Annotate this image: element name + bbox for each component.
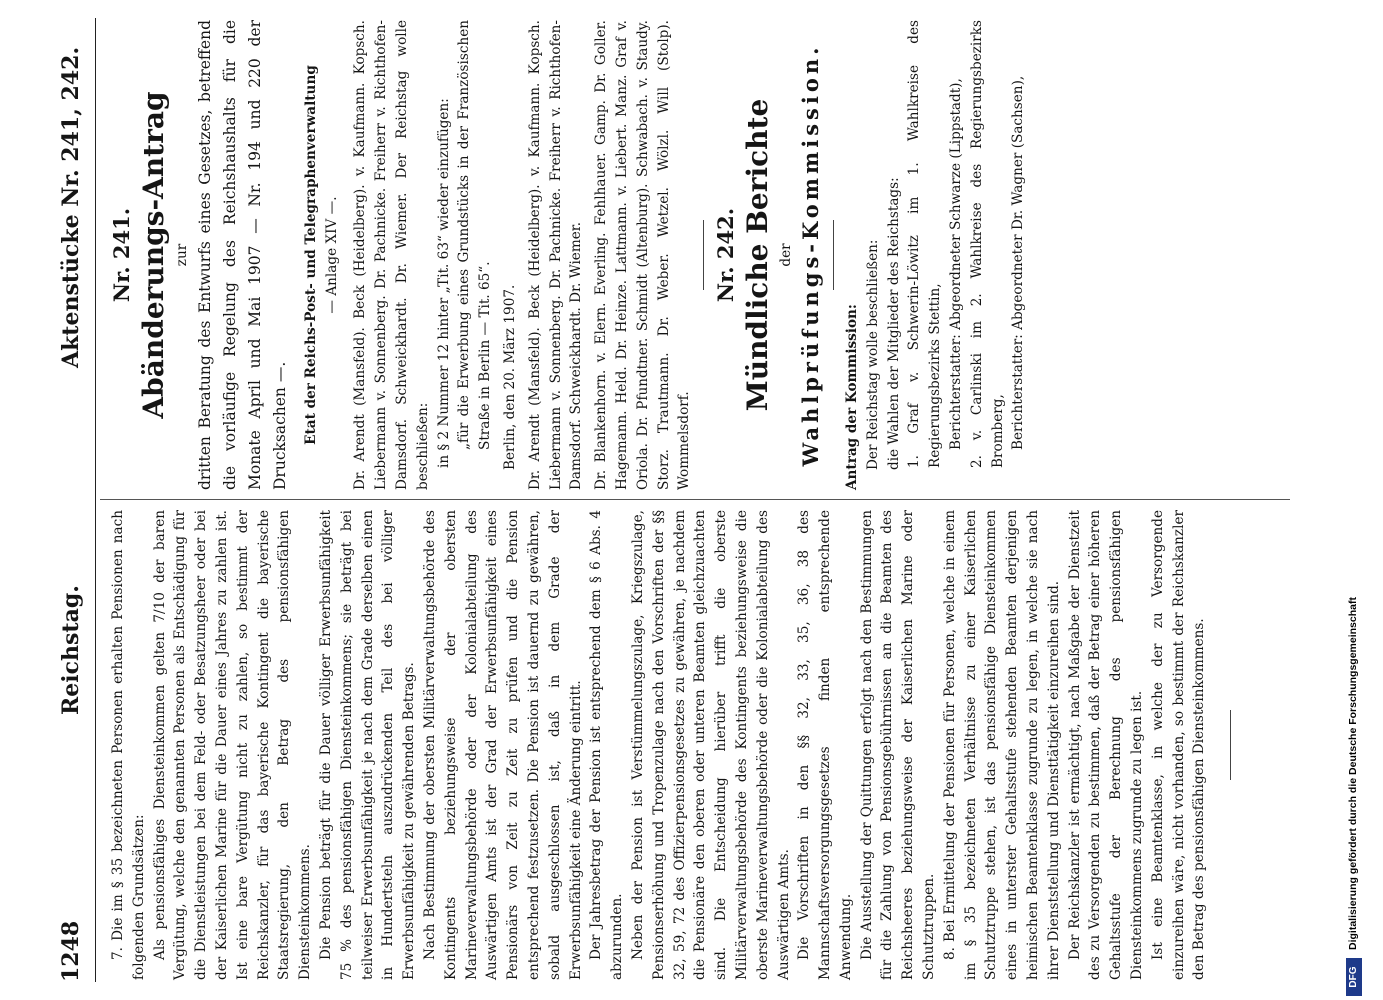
list-item: 1. Graf v. Schwerin-Löwitz im 1. Wahlkreise des Regierungsbezirks Stettin, xyxy=(906,20,944,468)
section-rule xyxy=(703,220,704,290)
lead-paragraph: dritten Beratung des Entwurfs eines Gesetzes, betreffend die vorläufige Regelung des Reichshaushalts für die Monate April und Mai 1907 — Nr. 194 und 220 der Drucksachen —. xyxy=(195,20,289,490)
dfg-logo: DFG xyxy=(1346,958,1362,996)
paragraph: Die Vorschriften in den §§ 32, 33, 35, 36, 38 des Mannschaftsversorgungsgesetzes finden entsprechende Anwendung. xyxy=(796,510,854,980)
list-item: 2. v. Carlinski im 2. Wahlkreise des Regierungsbezirks Bromberg, xyxy=(968,20,1006,468)
left-column xyxy=(108,510,1239,980)
document-number-242: Nr. 242. xyxy=(713,207,739,303)
title-connector: der xyxy=(778,243,795,267)
paragraph: Die Ausstellung der Quittungen erfolgt nach den Bestimmungen für die Zahlung von Pensionsgebührnissen an die Beamten des Reichsheeres beziehungsweise der Kaiserlichen Marine oder Schutztruppen. xyxy=(858,510,938,980)
anlage-line: — Anlage XIV —. xyxy=(323,196,340,314)
paragraph: 8. Bei Ermittelung der Pensionen für Personen, welche in einem im § 35 bezeichneten Verhältnisse zu einer Kaiserlichen Schutztruppe stehen, ist das pensionsfähige Diensteinkommen eines in unterster Gehaltsstufe stehenden Beamten derjenigen heimischen Beamtenklasse zugrunde zu legen, in welche sie nach ihrer Dienststellung und Diensttätigkeit einzureihen sind. xyxy=(941,510,1062,980)
header-rule xyxy=(95,18,96,982)
paragraph: Die Pension beträgt für die Dauer völliger Erwerbsunfähigkeit 75 % des pensionsfähigen Diensteinkommens; sie beträgt bei teilweiser Erwerbsunfähigkeit je nach dem Grade derselben einen in Hundertsteln auszudrückenden Teil des bei völliger Erwerbsunfähigkeit zu gewährenden Betrags. xyxy=(317,510,418,980)
document-title-241: Abänderungs-Antrag xyxy=(137,91,170,419)
signers-paragraph: Dr. Blankenhorn. v. Elern. Everling. Fehlhauer. Gamp. Dr. Goller. Hagemann. Held. Dr. Heinze. Lattmann. v. Liebert. Manz. Graf v. Oriola. Dr. Pfundtner. Schmidt (Altenburg). Schwabach. v. Staudy. Storz. Trautmann. Dr. Weber. Wetzel. Wölzl. Will (Stolp). Wommelsdorf. xyxy=(593,20,693,490)
running-head-right: Aktenstücke Nr. 241, 242. xyxy=(58,46,84,368)
rapporteur-line: Berichterstatter: Abgeordneter Dr. Wagner (Sachsen), xyxy=(1010,75,1027,450)
running-head-left: Reichstag. xyxy=(58,585,84,715)
paragraph: Ist eine Beamtenklasse, in welche der zu Versorgende einzureihen wäre, nicht vorhanden, so bestimmt der Reichskanzler den Betrag des pensionsfähigen Diensteinkommens. xyxy=(1149,510,1208,980)
paragraph: Nach Bestimmung der obersten Militärverwaltungsbehörde des Kontingents beziehungsweise der obersten Marineverwaltungsbehörde oder der Kolonialabteilung des Auswärtigen Amts ist der Grad der Erwerbsunfähigkeit eines Pensionärs von Zeit zu Zeit zu prüfen und die Pension entsprechend festzusetzen. Die Pension ist dauernd zu gewähren, sobald ausgeschlossen ist, daß in dem Grade der Erwerbsunfähigkeit eine Änderung eintritt. xyxy=(421,510,584,980)
quoted-insertion: „für die Erwerbung eines Grundstücks in der Französischen Straße in Berlin — Tit. 65“. xyxy=(456,20,494,450)
document-number-241: Nr. 241. xyxy=(109,207,134,303)
signers-paragraph: Dr. Arendt (Mansfeld). Beck (Heidelberg). v. Kaufmann. Kopsch. Liebermann v. Sonnenberg. Dr. Pachnicke. Freiherr v. Richthofen-Damsdorf. Schweickhardt. Dr. Wiemer. xyxy=(526,20,585,490)
date-line: Berlin, den 20. März 1907. xyxy=(501,284,518,470)
section-rule xyxy=(833,220,834,290)
digitization-note: Digitalisierung gefördert durch die Deutsche Forschungsgemeinschaft xyxy=(1347,597,1359,950)
section-rule xyxy=(1230,710,1231,780)
rapporteur-line: Berichterstatter: Abgeordneter Schwarze (Lippstadt), xyxy=(947,78,964,450)
etat-heading: Etat der Reichs-Post- und Telegraphenverwaltung xyxy=(302,65,319,445)
paragraph: 7. Die im § 35 bezeichneten Personen erhalten Pensionen nach folgenden Grundsätzen: xyxy=(110,510,147,980)
paragraph: Der Jahresbetrag der Pension ist entsprechend dem § 6 Abs. 4 abzurunden. xyxy=(588,510,626,980)
column-divider xyxy=(100,499,1290,500)
paragraph: Der Reichstag wolle beschließen: xyxy=(864,239,881,470)
motion-heading: Antrag der Kommission: xyxy=(843,304,860,490)
paragraph: Als pensionsfähiges Diensteinkommen gelten 7/10 der baren Vergütung, welche den genannten Personen als Entschädigung für die Dienstleistungen bei dem Feld- oder Besatzungsheer oder bei der Kaiserlichen Marine für die Dauer eines Jahres zu zahlen ist. Ist eine bare Vergütung nicht zu zahlen, so bestimmt der Reichskanzler, für das bayerische Kontingent die bayerische Staatsregierung, den Betrag des pensionsfähigen Diensteinkommens. xyxy=(151,510,314,980)
commission-title: Wahlprüfungs-Kommission. xyxy=(797,43,823,467)
right-column xyxy=(108,20,1029,490)
title-connector: zur xyxy=(174,243,190,267)
digitization-credit xyxy=(1330,0,1383,1000)
paragraph: die Wahlen der Mitglieder des Reichstags: xyxy=(885,177,902,470)
signers-paragraph: Dr. Arendt (Mansfeld). Beck (Heidelberg). v. Kaufmann. Kopsch. Liebermann v. Sonnenberg. Dr. Pachnicke. Freiherr v. Richthofen-Damsdorf. Schweickhardt. Dr. Wiemer. Der Reichstag wolle beschließen: xyxy=(352,20,431,490)
page-number: 1248 xyxy=(58,920,84,982)
document-title-242: Mündliche Berichte xyxy=(741,98,775,412)
paragraph: Neben der Pension ist Verstümmelungszulage, Kriegszulage, Pensionserhöhung und Tropenzulage nach den Vorschriften der §§ 32, 59, 72 des Offizierpensionsgesetzes zu gewähren, je nachdem die Pensionäre den oberen oder unteren Beamten gleichzuachten sind. Die Entscheidung hierüber trifft die oberste Militärverwaltungsbehörde des Kontingents beziehungsweise die oberste Marineverwaltungsbehörde oder die Kolonialabteilung des Auswärtigen Amts. xyxy=(629,510,792,980)
motion-text: in § 2 Nummer 12 hinter „Tit. 63“ wieder einzufügen: xyxy=(435,98,452,468)
paragraph: Der Reichskanzler ist ermächtigt, nach Maßgabe der Dienstzeit des zu Versorgenden zu bestimmen, daß der Betrag einer höheren Gehaltsstufe der Berechnung des pensionsfähigen Diensteinkommens zugrunde zu legen ist. xyxy=(1066,510,1146,980)
